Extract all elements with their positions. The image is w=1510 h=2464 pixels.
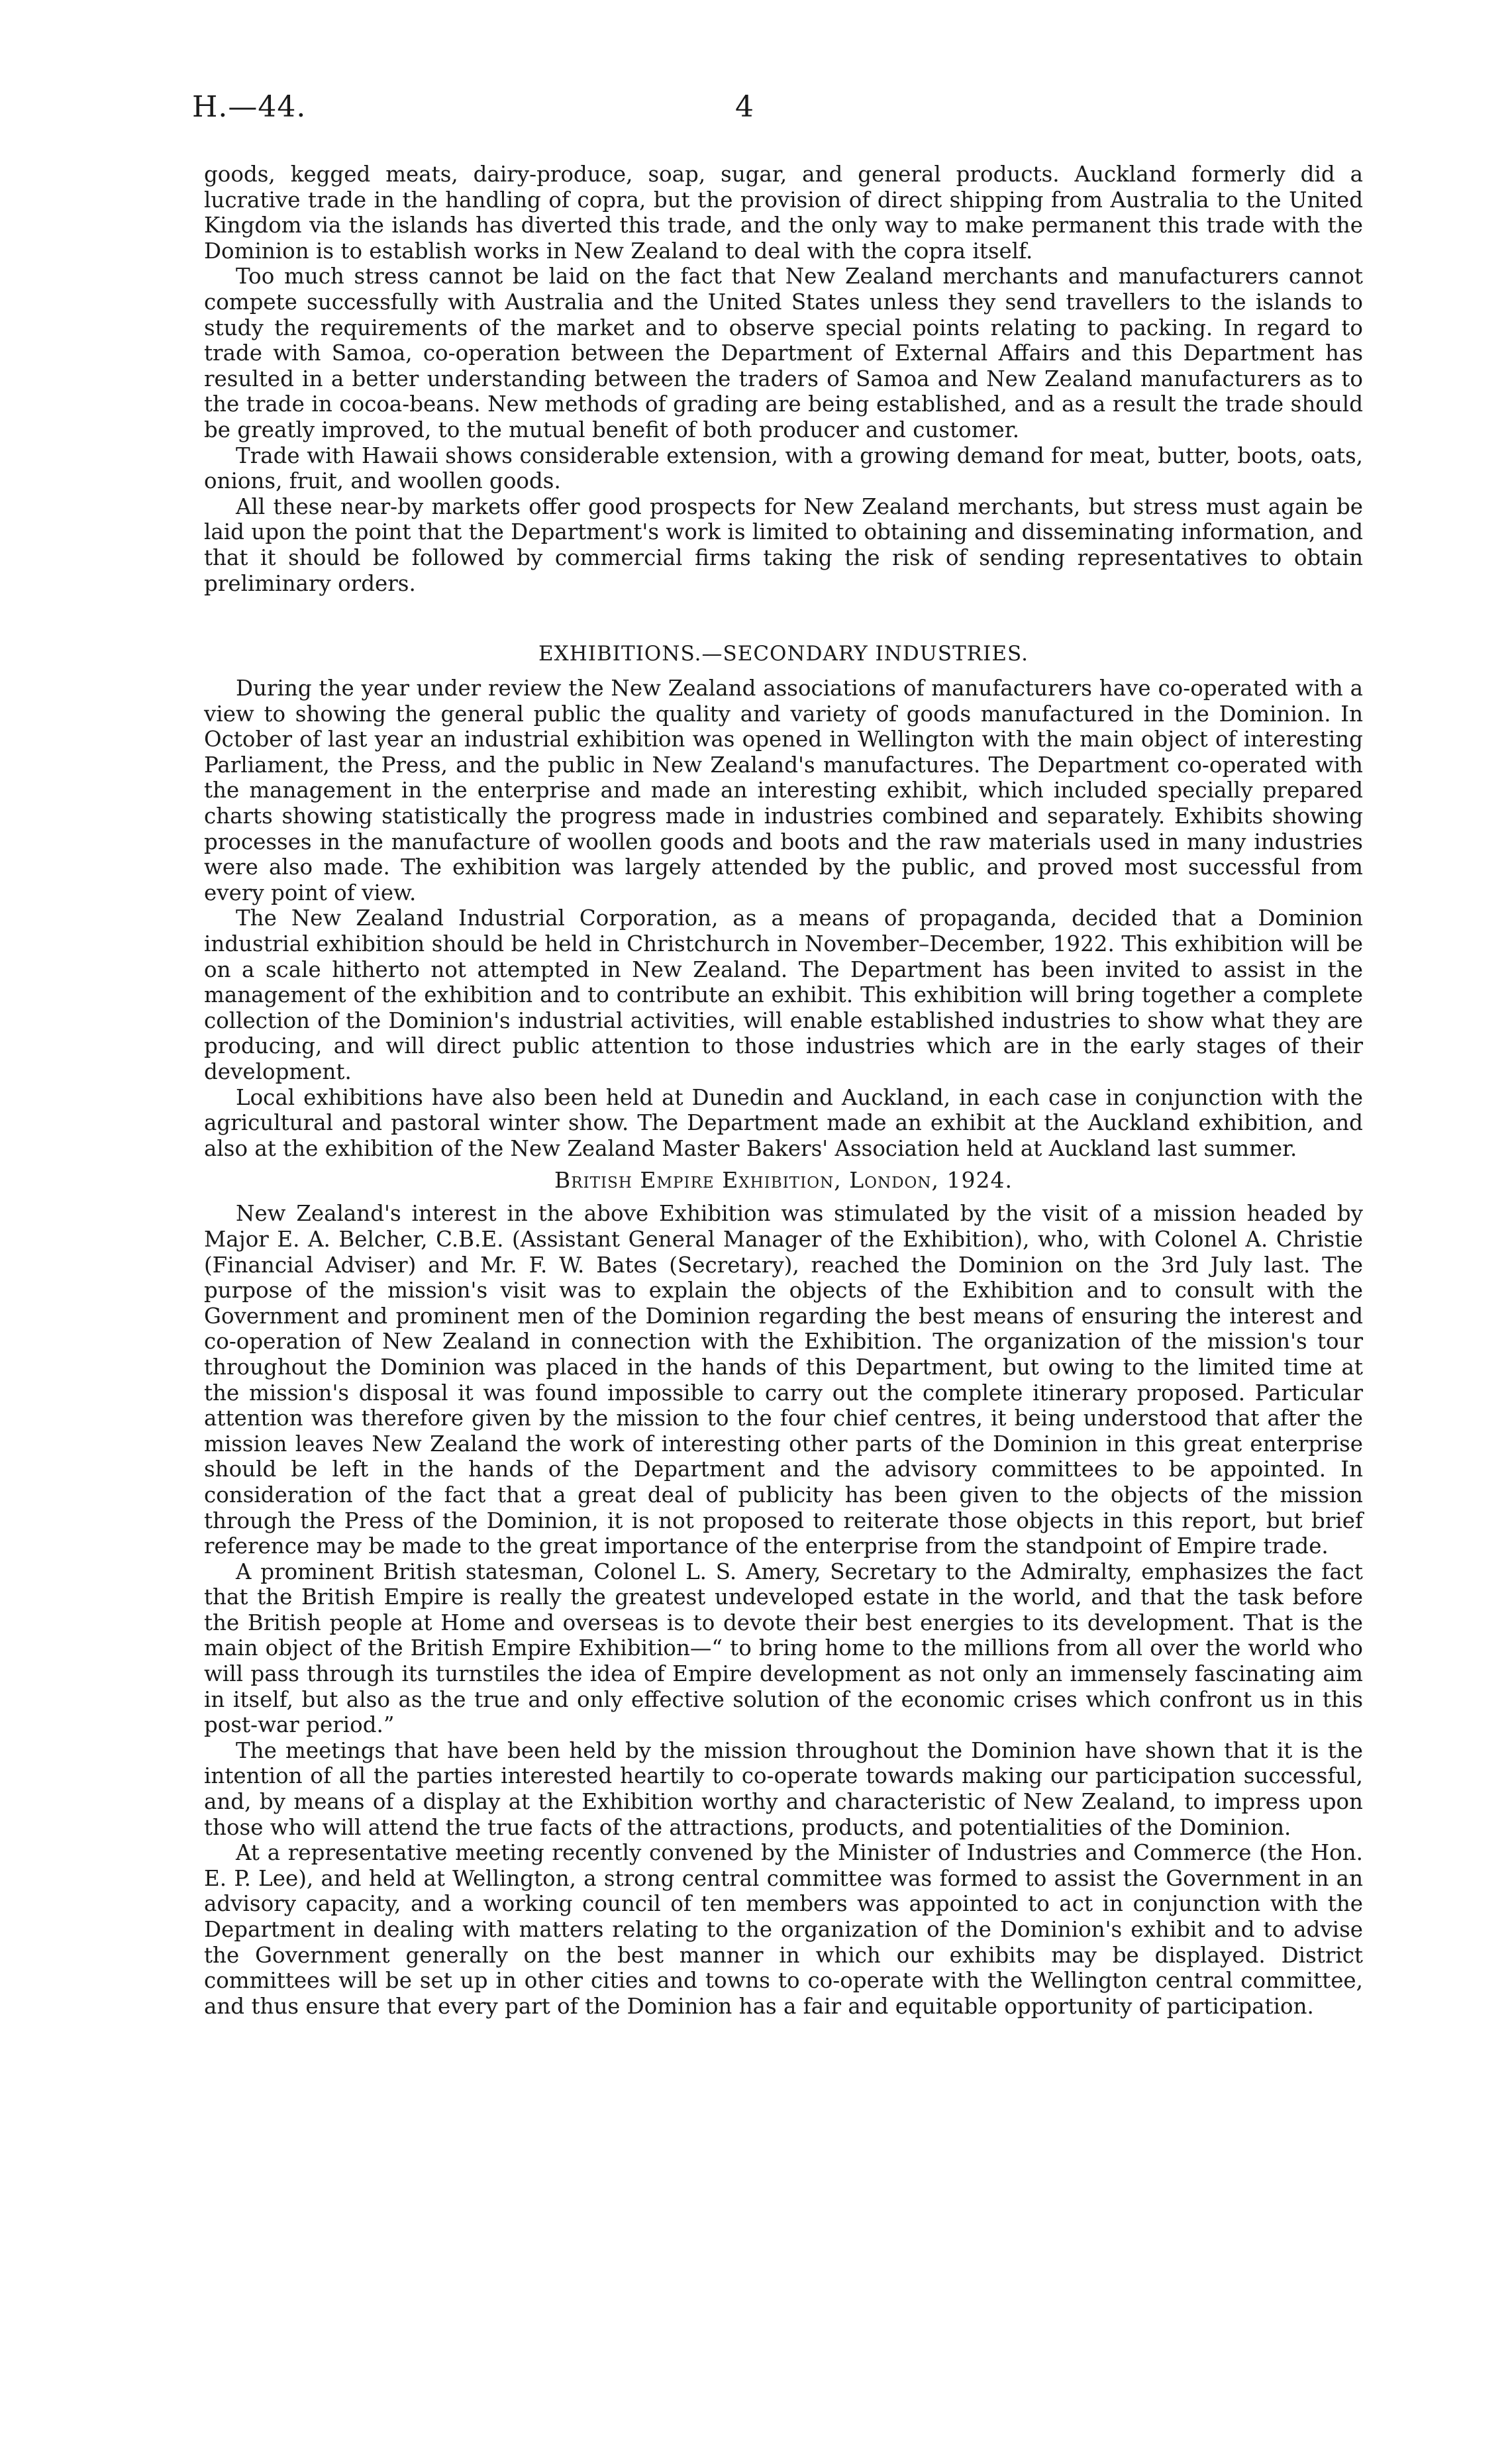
paragraph: Trade with Hawaii shows considerable extension, with a growing demand for meat, butter, boots, oats, onions, fruit, and woollen goods. (204, 442, 1363, 494)
paragraph: The meetings that have been held by the mission throughout the Dominion have shown that it is the intention of all the parties interested heartily to co-operate towards making our participation successful, and, by means of a display at the Exhibition worthy and characteristic of New Zealand, to impress upon those who will attend the true facts of the attractions, products, and potentialities of the Dominion. (204, 1737, 1363, 1840)
page-header (0, 0, 1510, 159)
paragraph: During the year under review the New Zealand associations of manufacturers have co-operated with a view to showing the general public the quality and variety of goods manufactured in the Dominion. In October of last year an industrial exhibition was opened in Wellington with the main object of interesting Parliament, the Press, and the public in New Zealand's manufactures. The Department co-operated with the management in the enterprise and made an interesting exhibit, which included specially prepared charts showing statistically the progress made in industries combined and separately. Exhibits showing processes in the manufacture of woollen goods and boots and the raw materials used in many industries were also made. The exhibition was largely attended by the public, and proved most successful from every point of view. (204, 676, 1363, 905)
section-heading-exhibitions: EXHIBITIONS.—SECONDARY INDUSTRIES. (538, 642, 1029, 666)
paragraph: At a representative meeting recently convened by the Minister of Industries and Commerce (the Hon. E. P. Lee), and held at Wellington, a strong central committee was formed to assist the Government in an advisory capacity, and a working council of ten members was appointed to act in conjunction with the Department in dealing with matters relating to the organization of the Dominion's exhibit and to advise the Government generally on the best manner in which our exhibits may be displayed. District committees will be set up in other cities and towns to co-operate with the Wellington central committee, and thus ensure that every part of the Dominion has a fair and equitable opportunity of participation. (204, 1840, 1363, 2019)
paragraph: Too much stress cannot be laid on the fact that New Zealand merchants and manufacturers cannot compete successfully with Australia and the United States unless they send travellers to the islands to study the requirements of the market and to observe special points relating to packing. In regard to trade with Samoa, co-operation between the Department of External Affairs and this Department has resulted in a better understanding between the traders of Samoa and New Zealand manufacturers as to the trade in cocoa-beans. New methods of grading are being established, and as a result the trade should be greatly improved, to the mutual benefit of both producer and customer. (204, 264, 1363, 442)
paragraph: A prominent British statesman, Colonel L. S. Amery, Secretary to the Admiralty, emphasizes the fact that the British Empire is really the greatest undeveloped estate in the world, and that the task before the British people at Home and overseas is to devote their best energies to its development. That is the main object of the British Empire Exhibition—“ to bring home to the millions from all over the world who will pass through its turnstiles the idea of Empire development as not only an immensely fascinating aim in itself, but also as the true and only effective solution of the economic crises which confront us in this post-war period.” (204, 1559, 1363, 1738)
paragraph-continued: goods, kegged meats, dairy-produce, soap, sugar, and general products. Auckland formerly did a lucrative trade in the handling of copra, but the provision of direct shipping from Australia to the United Kingdom via the islands has diverted this trade, and the only way to make permanent this trade with the Dominion is to establish works in New Zealand to deal with the copra itself. (204, 162, 1363, 264)
document-id: H.—44. (192, 90, 307, 124)
paragraph: All these near-by markets offer good prospects for New Zealand merchants, but stress must again be laid upon the point that the Department's work is limited to obtaining and disseminating information, and that it should be followed by commercial firms taking the risk of sending representatives to obtain preliminary orders. (204, 493, 1363, 596)
paragraph: Local exhibitions have also been held at Dunedin and Auckland, in each case in conjunction with the agricultural and pastoral winter show. The Department made an exhibit at the Auckland exhibition, and also at the exhibition of the New Zealand Master Bakers' Association held at Auckland last summer. (204, 1084, 1363, 1161)
paragraph: New Zealand's interest in the above Exhibition was stimulated by the visit of a mission headed by Major E. A. Belcher, C.B.E. (Assistant General Manager of the Exhibition), who, with Colonel A. Christie (Financial Adviser) and Mr. F. W. Bates (Secretary), reached the Dominion on the 3rd July last. The purpose of the mission's visit was to explain the objects of the Exhibition and to consult with the Government and prominent men of the Dominion regarding the best means of ensuring the interest and co-operation of New Zealand in connection with the Exhibition. The organization of the mission's tour throughout the Dominion was placed in the hands of this Department, but owing to the limited time at the mission's disposal it was found impossible to carry out the complete itinerary proposed. Particular attention was therefore given by the mission to the four chief centres, it being understood that after the mission leaves New Zealand the work of interesting other parts of the Dominion in this great enterprise should be left in the hands of the Department and the advisory committees to be appointed. In consideration of the fact that a great deal of publicity has been given to the objects of the mission through the Press of the Dominion, it is not proposed to reiterate those objects in this report, but brief reference may be made to the great importance of the enterprise from the standpoint of Empire trade. (204, 1201, 1363, 1559)
page-number: 4 (735, 90, 754, 124)
page-body (204, 162, 1363, 2019)
section-heading-british-empire-exhibition: British Empire Exhibition, London, 1924. (554, 1167, 1013, 1194)
paragraph: The New Zealand Industrial Corporation, as a means of propaganda, decided that a Dominion industrial exhibition should be held in Christchurch in November–December, 1922. This exhibition will be on a scale hitherto not attempted in New Zealand. The Department has been invited to assist in the management of the exhibition and to contribute an exhibit. This exhibition will bring together a complete collection of the Dominion's industrial activities, will enable established industries to show what they are producing, and will direct public attention to those industries which are in the early stages of their development. (204, 905, 1363, 1084)
